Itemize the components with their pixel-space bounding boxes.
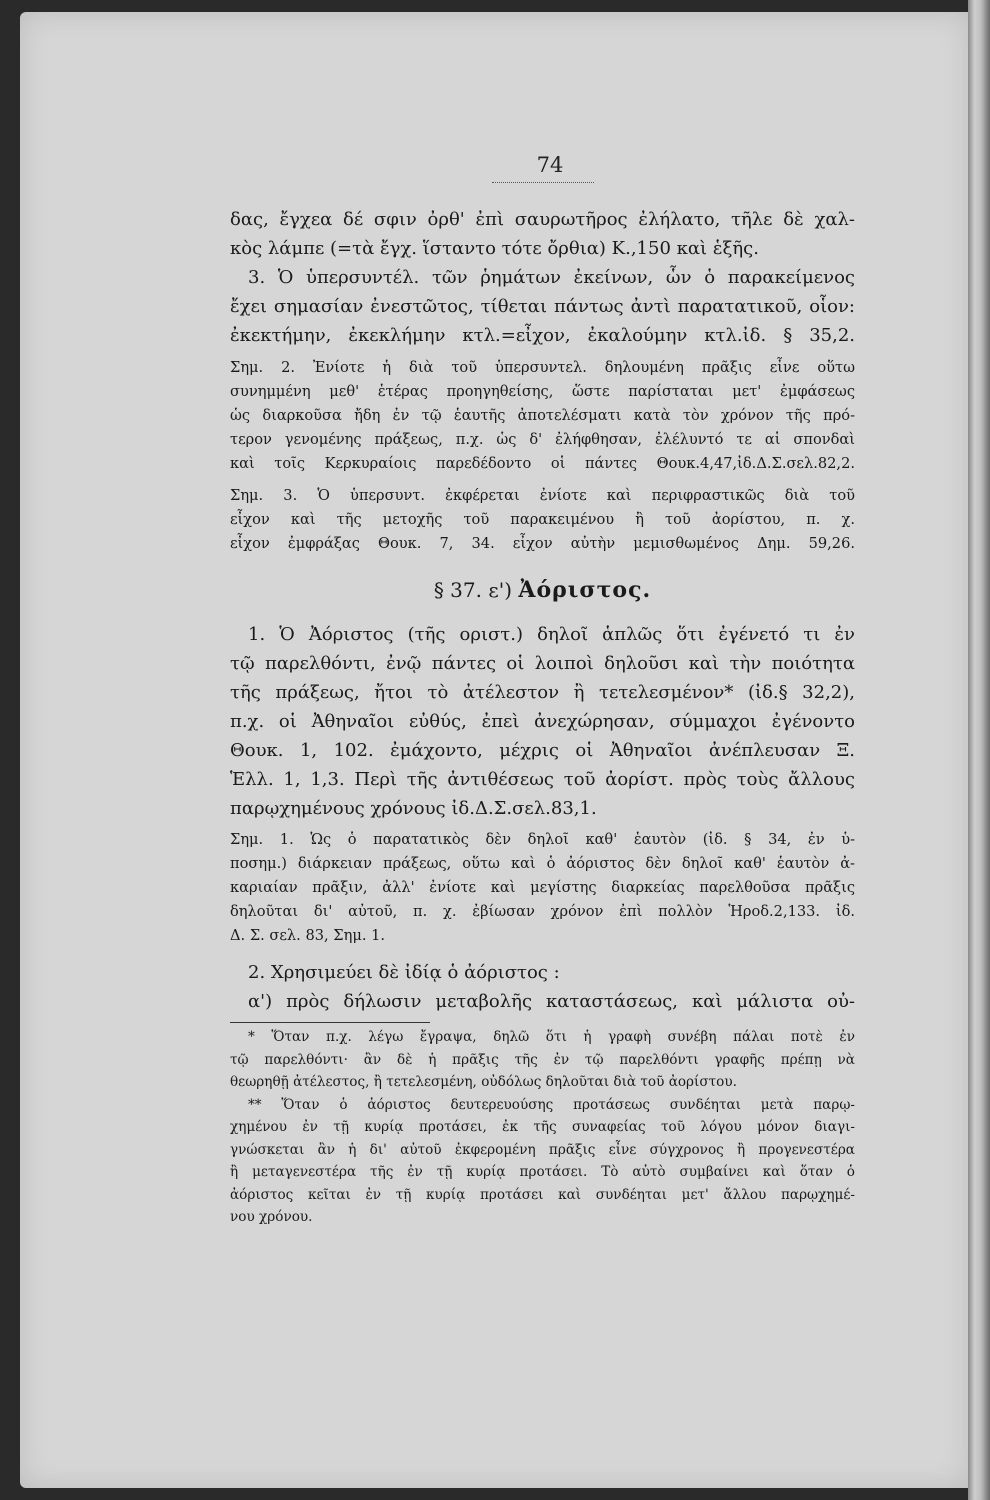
footnote-line: ἀόριστος κεῖται ἐν τῇ κυρίᾳ προτάσει καὶ συνδέηται μετ' ἄλλου παρῳχημέ-	[230, 1186, 855, 1203]
text-line: Σημ. 2. Ἐνίοτε ἡ διὰ τοῦ ὑπερσυντελ. δηλουμένη πρᾶξις εἶνε οὕτω	[230, 359, 855, 376]
section-heading	[230, 577, 855, 603]
footnote-line: χημένου ἐν τῇ κυρίᾳ προτάσει, ἐκ τῆς συναφείας τοῦ λόγου μόνον διαγι-	[230, 1119, 855, 1135]
text-line: Σημ. 1. Ὡς ὁ παρατατικὸς δὲν δηλοῖ καθ' ἑαυτὸν (ἰδ. § 34, ἐν ὑ-	[230, 831, 855, 848]
text-line: α') πρὸς δήλωσιν μεταβολῆς καταστάσεως, καὶ μάλιστα οὐ-	[248, 991, 855, 1012]
text-line: Ἑλλ. 1, 1,3. Περὶ τῆς ἀντιθέσεως τοῦ ἀορίστ. πρὸς τοὺς ἄλλους	[230, 769, 855, 790]
section-title: Ἀόριστος.	[518, 577, 652, 603]
text-line: Σημ. 3. Ὁ ὑπερσυντ. ἐκφέρεται ἐνίοτε καὶ περιφραστικῶς διὰ τοῦ	[230, 487, 855, 504]
note-1	[230, 828, 855, 948]
text-line: ποσημ.) διάρκειαν πράξεως, οὕτω καὶ ὁ ἀόριστος δὲν δηλοῖ καθ' ἑαυτὸν ἀ-	[230, 855, 855, 872]
footnote-line: θεωρηθῇ ἀτέλεστος, ἢ τετελεσμένη, οὐδόλως δηλοῦται διὰ τοῦ ἀορίστου.	[230, 1074, 737, 1090]
text-line: παρῳχημένους χρόνους ἰδ.Δ.Σ.σελ.83,1.	[230, 798, 597, 819]
text-line: τῆς πράξεως, ἤτοι τὸ ἀτέλεστον ἢ τετελεσμένον* (ἰδ.§ 32,2),	[230, 682, 855, 703]
text-line: καὶ τοῖς Κερκυραίοις παρεδέδοντο οἱ πάντες Θουκ.4,47,ἰδ.Δ.Σ.σελ.82,2.	[230, 455, 855, 472]
note-2	[230, 356, 855, 476]
section-number: § 37. ε')	[433, 578, 513, 602]
text-line: δηλοῦται δι' αὐτοῦ, π. χ. ἐβίωσαν χρόνον ἐπὶ πολλὸν Ἡροδ.2,133. ἰδ.	[230, 903, 855, 920]
footnote-line: τῷ παρελθόντι· ἂν δὲ ἡ πρᾶξις τῆς ἐν τῷ παρελθόντι γραφῆς πρέπῃ νὰ	[230, 1051, 855, 1068]
paragraph-block1	[230, 205, 855, 350]
text-line: συνημμένη μεθ' ἑτέρας προηγηθείσης, ὥστε παρίσταται μετ' ἐμφάσεως	[230, 383, 855, 400]
text-line: δας, ἔγχεα δέ σφιν ὀρθ' ἐπὶ σαυρωτῆρος ἐλήλατο, τῆλε δὲ χαλ-	[230, 209, 855, 230]
text-line: π.χ. οἱ Ἀθηναῖοι εὐθύς, ἐπεὶ ἀνεχώρησαν, σύμμαχοι ἐγένοντο	[230, 711, 855, 732]
footnote-line: ** Ὅταν ὁ ἀόριστος δευτερευούσης προτάσεως συνδέηται μετὰ παρῳ-	[248, 1096, 855, 1113]
footnotes	[230, 1026, 855, 1229]
footnote-line: νου χρόνου.	[230, 1209, 313, 1225]
footnote-rule	[230, 1022, 430, 1023]
paragraph-block2	[230, 620, 855, 823]
text-line: 1. Ὁ Ἀόριστος (τῆς οριστ.) δηλοῖ ἁπλῶς ὅτι ἐγένετό τι ἐν	[248, 624, 855, 645]
text-line: ἔχει σημασίαν ἐνεστῶτος, τίθεται πάντως ἀντὶ παρατατικοῦ, οἷον:	[230, 296, 855, 317]
footnote-line: γνώσκεται ἂν ἡ δι' αὐτοῦ ἐκφερομένη πρᾶξις εἶνε σύγχρονος ἢ προγενεστέρα	[230, 1141, 855, 1158]
text-line: 2. Χρησιμεύει δὲ ἰδίᾳ ὁ ἀόριστος :	[248, 962, 560, 983]
paragraph-block3	[230, 958, 855, 1016]
text-line: κὸς λάμπε (=τὰ ἔγχ. ἵσταντο τότε ὄρθια) Κ.,150 καὶ ἑξῆς.	[230, 238, 759, 259]
footnote-line: * Ὅταν π.χ. λέγω ἔγραψα, δηλῶ ὅτι ἡ γραφὴ συνέβη πάλαι ποτὲ ἐν	[248, 1029, 855, 1045]
note-3	[230, 484, 855, 556]
footnote-line: ἢ μεταγενεστέρα τῆς ἐν τῇ κυρίᾳ προτάσει. Τὸ αὐτὸ συμβαίνει καὶ ὅταν ὁ	[230, 1164, 855, 1180]
page-number: 74	[536, 153, 564, 177]
page-edge	[968, 0, 990, 1500]
text-line: εἶχον ἐμφράξας Θουκ. 7, 34. εἶχον αὐτὴν μεμισθωμένος Δημ. 59,26.	[230, 535, 855, 552]
text-line: ἐκεκτήμην, ἐκεκλήμην κτλ.=εἶχον, ἐκαλούμην κτλ.ἰδ. § 35,2.	[230, 325, 855, 346]
text-line: Θουκ. 1, 102. ἐμάχοντο, μέχρις οἱ Ἀθηναῖοι ἀνέπλευσαν Ξ.	[230, 740, 855, 761]
text-line: καριαίαν πρᾶξιν, ἀλλ' ἐνίοτε καὶ μεγίστης διαρκείας παρελθοῦσα πρᾶξις	[230, 879, 855, 896]
text-line: τερον γενομένης πράξεως, π.χ. ὡς δ' ἐλήφθησαν, ἐλέλυντό τε αἱ σπονδαὶ	[230, 431, 855, 448]
text-line: ὡς διαρκοῦσα ἤδη ἐν τῷ ἑαυτῆς ἀποτελέσματι κατὰ τὸν χρόνον τῆς πρό-	[230, 407, 855, 424]
text-line: τῷ παρελθόντι, ἐνῷ πάντες οἱ λοιποὶ δηλοῦσι καὶ τὴν ποιότητα	[230, 653, 855, 674]
text-line: εἶχον καὶ τῆς μετοχῆς τοῦ παρακειμένου ἢ τοῦ ἀορίστου, π. χ.	[230, 511, 855, 528]
text-line: Δ. Σ. σελ. 83, Σημ. 1.	[230, 927, 386, 944]
header-rule	[492, 182, 594, 183]
text-line: 3. Ὁ ὑπερσυντέλ. τῶν ῥημάτων ἐκείνων, ὧν ὁ παρακείμενος	[248, 267, 855, 288]
